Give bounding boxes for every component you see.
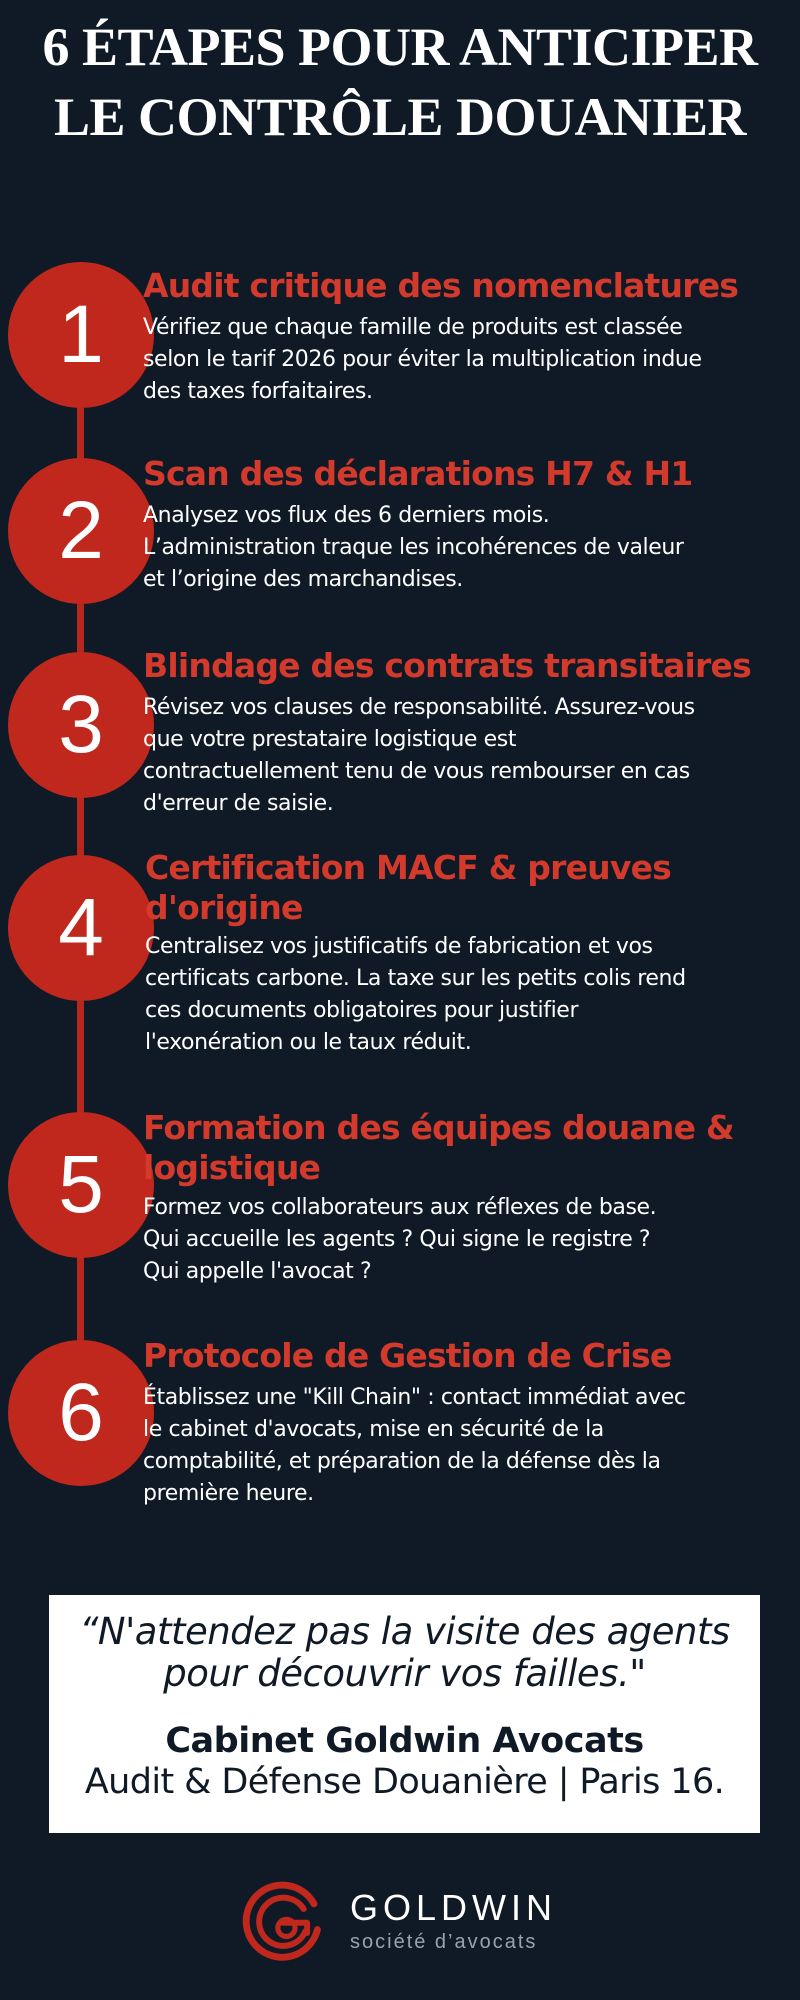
step-description (143, 500, 783, 596)
step-title (145, 848, 785, 928)
step-description-line: Établissez une "Kill Chain" : contact immédiat avec (143, 1385, 686, 1410)
goldwin-logo-icon (240, 1878, 326, 1964)
step-description-line: L’administration traque les incohérences de valeur (143, 535, 684, 560)
step-description (143, 312, 783, 408)
step-number-badge: 2 (8, 458, 154, 604)
brand-name: GOLDWIN (350, 1887, 558, 1928)
step-description (143, 1382, 783, 1510)
step-title (143, 266, 783, 306)
step-title (143, 646, 783, 686)
step-title-line: Scan des déclarations H7 & H1 (143, 454, 693, 493)
step-description-line: ces documents obligatoires pour justifier (145, 998, 579, 1023)
step-description-line: que votre prestataire logistique est (143, 727, 517, 752)
step-description-line: Formez vos collaborateurs aux réflexes de base. (143, 1195, 657, 1220)
step-description-line: Centralisez vos justificatifs de fabrication et vos (145, 934, 653, 959)
step-description-line: d'erreur de saisie. (143, 791, 334, 816)
quote-line: “N'attendez pas la visite des agents (79, 1610, 730, 1653)
step-description-line: et l’origine des marchandises. (143, 567, 463, 592)
step-title-line: Blindage des contrats transitaires (143, 646, 751, 685)
step-description-line: Qui appelle l'avocat ? (143, 1259, 372, 1284)
step-number-badge: 5 (8, 1112, 154, 1258)
step-title-line: d'origine (145, 888, 303, 927)
quote-text (49, 1611, 760, 1695)
step-title-line: logistique (143, 1148, 321, 1187)
step-number-badge: 3 (8, 652, 154, 798)
step-description-line: Analysez vos flux des 6 derniers mois. (143, 503, 550, 528)
step-description (143, 692, 783, 820)
page-title-line-1: 6 ÉTAPES POUR ANTICIPER (42, 17, 758, 77)
page-title-line-2: LE CONTRÔLE DOUANIER (53, 87, 747, 147)
step-description-line: comptabilité, et préparation de la défense dès la (143, 1449, 661, 1474)
step-description-line: selon le tarif 2026 pour éviter la multiplication indue (143, 347, 702, 372)
step-title-line: Audit critique des nomenclatures (143, 266, 739, 305)
step-description-line: contractuellement tenu de vous rembourser en cas (143, 759, 690, 784)
step-description-line: des taxes forfaitaires. (143, 379, 373, 404)
step-title (143, 1336, 783, 1376)
firm-tagline: Audit & Défense Douanière | Paris 16. (84, 1762, 725, 1802)
step-description-line: l'exonération ou le taux réduit. (145, 1030, 472, 1055)
step-title (143, 1108, 783, 1188)
step-description-line: Vérifiez que chaque famille de produits est classée (143, 315, 683, 340)
step-description (145, 931, 785, 1059)
step-description-line: première heure. (143, 1481, 314, 1506)
step-title-line: Certification MACF & preuves (145, 848, 671, 887)
step-number-badge: 6 (8, 1340, 154, 1486)
page-title (0, 12, 800, 152)
step-description-line: le cabinet d'avocats, mise en sécurité de la (143, 1417, 604, 1442)
firm-name: Cabinet Goldwin Avocats (165, 1721, 644, 1761)
brand-subtitle: société d’avocats (350, 1931, 538, 1953)
quote-line: pour découvrir vos failles." (163, 1652, 646, 1695)
step-title (143, 454, 783, 494)
step-description (143, 1192, 783, 1288)
step-description-line: Qui accueille les agents ? Qui signe le registre ? (143, 1227, 651, 1252)
step-title-line: Protocole de Gestion de Crise (143, 1336, 672, 1375)
step-number-badge: 4 (8, 855, 154, 1001)
quote-box (49, 1595, 760, 1833)
step-description-line: Révisez vos clauses de responsabilité. Assurez-vous (143, 695, 695, 720)
step-title-line: Formation des équipes douane & (143, 1108, 734, 1147)
step-number-badge: 1 (8, 262, 154, 408)
step-description-line: certificats carbone. La taxe sur les petits colis rend (145, 966, 686, 991)
